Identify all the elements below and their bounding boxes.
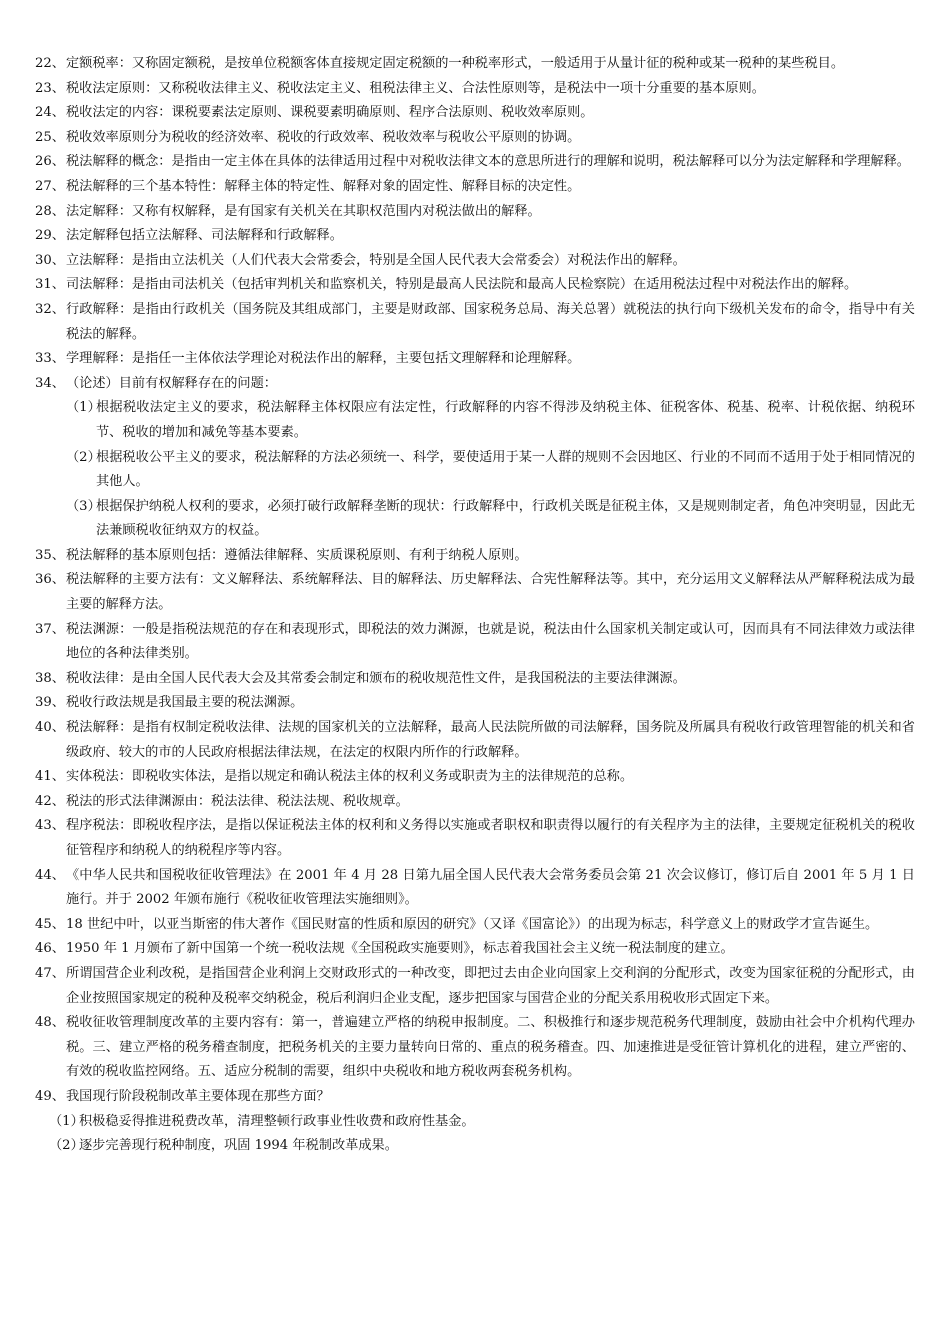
item-text: 程序税法：即税收程序法，是指以保证税法主体的权利和义务得以实施或者职权和职责得以履行的有关程序为主的法律，主要规定征税机关的税收征管程序和纳税人的纳税程序等内容。 [66, 818, 915, 858]
item-text: 税法渊源：一般是指税法规范的存在和表现形式，即税法的效力渊源，也就是说，税法由什么国家机关制定或认可，因而具有不同法律效力或法律地位的各种法律类别。 [66, 621, 915, 662]
item-text: 所谓国营企业利改税，是指国营企业利润上交财政形式的一种改变，即把过去由企业向国家上交利润的分配形式，改变为国家征税的分配形式，由企业按照国家规定的税种及税率交纳税金，税后利润归企业支配，逐步把国家与国营企业的分配关系用税收形式固定下来。 [66, 965, 915, 1006]
item-number: 38、 [35, 670, 65, 686]
sub-item-34-2 [35, 446, 915, 495]
list-item-42 [35, 790, 915, 815]
list-item-33 [35, 347, 915, 372]
item-text: 税收法定的内容：课税要素法定原则、课税要素明确原则、程序合法原则、税收效率原则。 [66, 105, 594, 121]
list-item-36 [35, 568, 915, 617]
sub-item-34-1 [35, 396, 915, 445]
list-item-24 [35, 101, 915, 126]
item-number: 43、 [35, 818, 65, 834]
list-item-37 [35, 618, 915, 667]
item-text: 税收征收管理制度改革的主要内容有：第一，普遍建立严格的纳税申报制度。二、积极推行和逐步规范税务代理制度，鼓励由社会中介机构代理办税。三、建立严格的税务稽查制度，把税务机关的主要力量转向日常的、重点的税务稽查。四、加速推进是受征管计算机化的进程，建立严密的、有效的税收监控网络。五、适应分税制的需要，组织中央税收和地方税收两套税务机构。 [66, 1015, 915, 1080]
item-text: 税法解释的概念：是指由一定主体在具体的法律适用过程中对税收法律文本的意思所进行的理解和说明，税法解释可以分为法定解释和学理解释。 [66, 154, 910, 170]
sub-item-34-3 [35, 495, 915, 544]
item-text: 税法的形式法律渊源由：税法法律、税法法规、税收规章。 [66, 793, 409, 809]
list-item-34 [35, 372, 915, 397]
sub-item-text: 积极稳妥得推进税费改革，清理整顿行政事业性收费和政府性基金。 [79, 1113, 475, 1129]
list-item-44 [35, 864, 915, 913]
item-number: 35、 [35, 547, 65, 563]
item-number: 37、 [35, 621, 65, 637]
item-text: 法定解释：又称有权解释，是有国家有关机关在其职权范围内对税法做出的解释。 [66, 203, 541, 219]
list-item-28 [35, 200, 915, 225]
item-text: 司法解释：是指由司法机关（包括审判机关和监察机关，特别是最高人民法院和最高人民检察院）在适用税法过程中对税法作出的解释。 [66, 277, 858, 293]
item-number: 40、 [35, 720, 65, 736]
item-number: 34、 [35, 375, 65, 391]
sub-item-text: 根据保护纳税人权利的要求，必须打破行政解释垄断的现状：行政解释中，行政机关既是征税主体，又是规则制定者，角色冲突明显，因此无法兼顾税收征纳双方的权益。 [96, 498, 915, 539]
list-item-40 [35, 716, 915, 765]
item-number: 33、 [35, 351, 65, 367]
item-text: 税法解释：是指有权制定税收法律、法规的国家机关的立法解释，最高人民法院所做的司法解释，国务院及所属具有税收行政管理智能的机关和省级政府、较大的市的人民政府根据法律法规，在法定的权限内所作的行政解释。 [66, 720, 915, 760]
item-text: 税收效率原则分为税收的经济效率、税收的行政效率、税收效率与税收公平原则的协调。 [66, 129, 581, 145]
item-number: 30、 [35, 252, 65, 268]
list-item-35 [35, 544, 915, 569]
item-text: 税收行政法规是我国最主要的税法渊源。 [66, 695, 304, 711]
list-item-49 [35, 1085, 915, 1110]
list-item-38 [35, 667, 915, 692]
item-number: 22、 [35, 56, 65, 71]
item-text: （论述）目前有权解释存在的问题： [66, 375, 277, 391]
list-item-31 [35, 273, 915, 298]
item-text: 法定解释包括立法解释、司法解释和行政解释。 [66, 228, 343, 244]
list-item-43 [35, 814, 915, 863]
item-text: 18 世纪中叶，以亚当斯密的伟大著作《国民财富的性质和原因的研究》（又译《国富论》）的出现为标志，科学意义上的财政学才宣告诞生。 [66, 916, 879, 932]
item-text: 税收法律：是由全国人民代表大会及其常委会制定和颁布的税收规范性文件，是我国税法的主要法律渊源。 [66, 670, 686, 686]
sub-item-49-2 [35, 1134, 915, 1159]
item-text: 立法解释：是指由立法机关（人们代表大会常委会，特别是全国人民代表大会常委会）对税法作出的解释。 [66, 252, 686, 268]
list-item-22 [35, 52, 915, 77]
item-text: 学理解释：是指任一主体依法学理论对税法作出的解释，主要包括文理解释和论理解释。 [66, 351, 581, 367]
item-text: 税法解释的主要方法有：文义解释法、系统解释法、目的解释法、历史解释法、合宪性解释法等。其中，充分运用文义解释法从严解释税法成为最主要的解释方法。 [66, 572, 915, 613]
item-number: 31、 [35, 277, 65, 293]
item-number: 29、 [35, 228, 65, 244]
numbered-list [35, 52, 915, 1159]
item-number: 23、 [35, 80, 65, 96]
item-text: 税法解释的三个基本特性：解释主体的特定性、解释对象的固定性、解释目标的决定性。 [66, 178, 581, 194]
item-number: 27、 [35, 178, 65, 194]
item-text: 税法解释的基本原则包括：遵循法律解释、实质课税原则、有利于纳税人原则。 [66, 547, 528, 563]
item-number: 32、 [35, 301, 65, 317]
item-number: 46、 [35, 941, 65, 957]
sub-item-mark: （1） [66, 400, 101, 416]
list-item-32 [35, 298, 915, 347]
list-item-46 [35, 937, 915, 962]
item-number: 49、 [35, 1088, 65, 1104]
list-item-48 [35, 1011, 915, 1085]
list-item-47 [35, 962, 915, 1011]
item-text: 1950 年 1 月颁布了新中国第一个统一税收法规《全国税政实施要则》，标志着我国社会主义统一税法制度的建立。 [66, 941, 734, 957]
item-number: 28、 [35, 203, 65, 219]
sub-item-49-1 [35, 1110, 915, 1135]
list-item-27 [35, 175, 915, 200]
item-number: 24、 [35, 105, 65, 121]
sub-item-mark: （1） [49, 1113, 84, 1129]
item-number: 48、 [35, 1015, 65, 1031]
sub-item-text: 根据税收法定主义的要求，税法解释主体权限应有法定性，行政解释的内容不得涉及纳税主体、征税客体、税基、税率、计税依据、纳税环节、税收的增加和减免等基本要素。 [96, 400, 915, 440]
list-item-39 [35, 691, 915, 716]
item-text: 税收法定原则：又称税收法律主义、税收法定主义、租税法律主义、合法性原则等，是税法中一项十分重要的基本原则。 [66, 80, 765, 96]
item-number: 26、 [35, 154, 65, 170]
sub-item-mark: （2） [49, 1138, 84, 1154]
sub-item-mark: （2） [66, 449, 101, 465]
item-text: 实体税法：即税收实体法，是指以规定和确认税法主体的权利义务或职责为主的法律规范的总称。 [66, 769, 634, 785]
item-number: 47、 [35, 965, 65, 981]
item-number: 25、 [35, 129, 65, 145]
item-number: 41、 [35, 769, 65, 785]
item-text: 行政解释：是指由行政机关（国务院及其组成部门，主要是财政部、国家税务总局、海关总署）就税法的执行向下级机关发布的命令，指导中有关税法的解释。 [66, 301, 915, 342]
list-item-29 [35, 224, 915, 249]
item-number: 44、 [35, 867, 65, 883]
item-number: 36、 [35, 572, 65, 588]
sub-item-mark: （3） [66, 498, 101, 514]
item-number: 45、 [35, 916, 65, 932]
sub-item-text: 逐步完善现行税种制度，巩固 1994 年税制改革成果。 [79, 1138, 398, 1154]
list-item-30 [35, 249, 915, 274]
item-number: 42、 [35, 793, 65, 809]
item-text: 我国现行阶段税制改革主要体现在那些方面？ [66, 1088, 330, 1104]
list-item-41 [35, 765, 915, 790]
sub-item-text: 根据税收公平主义的要求，税法解释的方法必须统一、科学，要使适用于某一人群的规则不会因地区、行业的不同而不适用于处于相同情况的其他人。 [96, 449, 915, 490]
list-item-25 [35, 126, 915, 151]
item-number: 39、 [35, 695, 65, 711]
list-item-26 [35, 150, 915, 175]
list-item-23 [35, 77, 915, 102]
item-text: 定额税率：又称固定额税，是按单位税额客体直接规定固定税额的一种税率形式，一般适用于从量计征的税种或某一税种的某些税目。 [66, 56, 845, 71]
list-item-45 [35, 913, 915, 938]
item-text: 《中华人民共和国税收征收管理法》在 2001 年 4 月 28 日第九届全国人民代表大会常务委员会第 21 次会议修订，修订后自 2001 年 5 月 1 日施行。并于 2002 年颁布施行《税收征收管理法实施细则》。 [66, 867, 915, 908]
